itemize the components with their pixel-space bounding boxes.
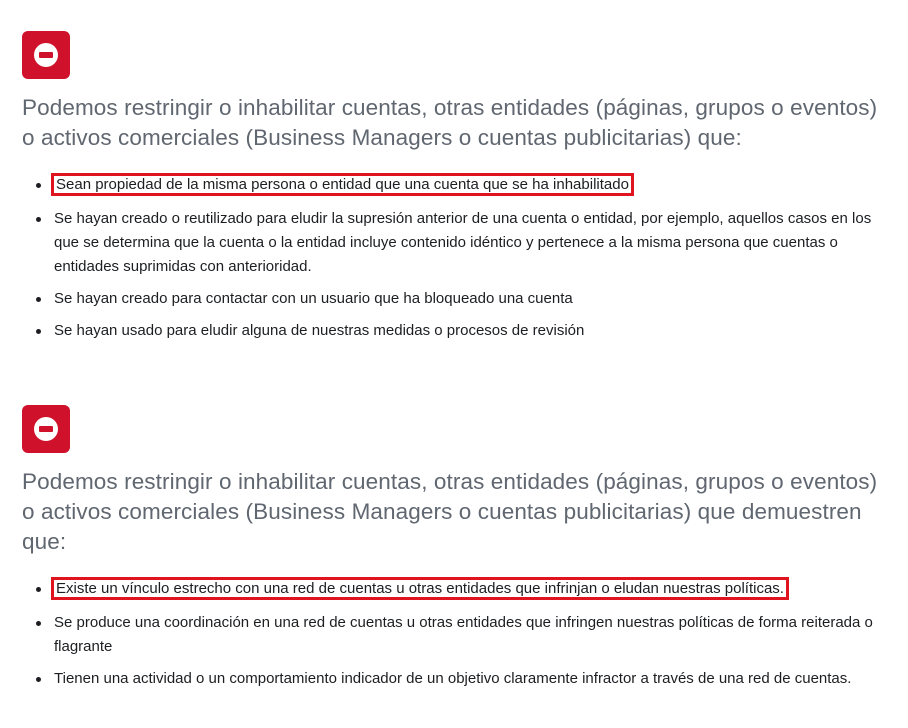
policy-list [22, 173, 890, 343]
list-item: Se hayan creado o reutilizado para eludir la supresión anterior de una cuenta o entidad, por ejemplo, aquellos casos en los que se determina que la cuenta o la entidad incluye contenido idéntico y pertenece a la misma persona que cuentas o entidades suprimidas con anterioridad. [22, 207, 890, 279]
list-item [22, 173, 890, 197]
section-heading: Podemos restringir o inhabilitar cuentas, otras entidades (páginas, grupos o eventos) o activos comerciales (Business Managers o cuentas publicitarias) que demuestren que: [22, 469, 878, 554]
prohibited-icon [22, 31, 70, 79]
policy-section-2 [22, 405, 890, 699]
policy-section-1 [22, 31, 890, 351]
prohibited-icon [22, 405, 70, 453]
section-heading: Podemos restringir o inhabilitar cuentas, otras entidades (páginas, grupos o eventos) o activos comerciales (Business Managers o cuentas publicitarias) que: [22, 95, 878, 150]
list-item: Se hayan usado para eludir alguna de nuestras medidas o procesos de revisión [22, 319, 890, 343]
policy-list [22, 577, 890, 691]
list-item [22, 577, 890, 601]
list-item: Se hayan creado para contactar con un usuario que ha bloqueado una cuenta [22, 287, 890, 311]
list-item: Se produce una coordinación en una red de cuentas u otras entidades que infringen nuestras políticas de forma reiterada o flagrante [22, 611, 890, 659]
highlighted-text: Existe un vínculo estrecho con una red de cuentas u otras entidades que infrinjan o eludan nuestras políticas. [56, 580, 784, 597]
list-item: Tienen una actividad o un comportamiento indicador de un objetivo claramente infractor a través de una red de cuentas. [22, 667, 890, 691]
highlighted-text: Sean propiedad de la misma persona o entidad que una cuenta que se ha inhabilitado [56, 176, 629, 193]
